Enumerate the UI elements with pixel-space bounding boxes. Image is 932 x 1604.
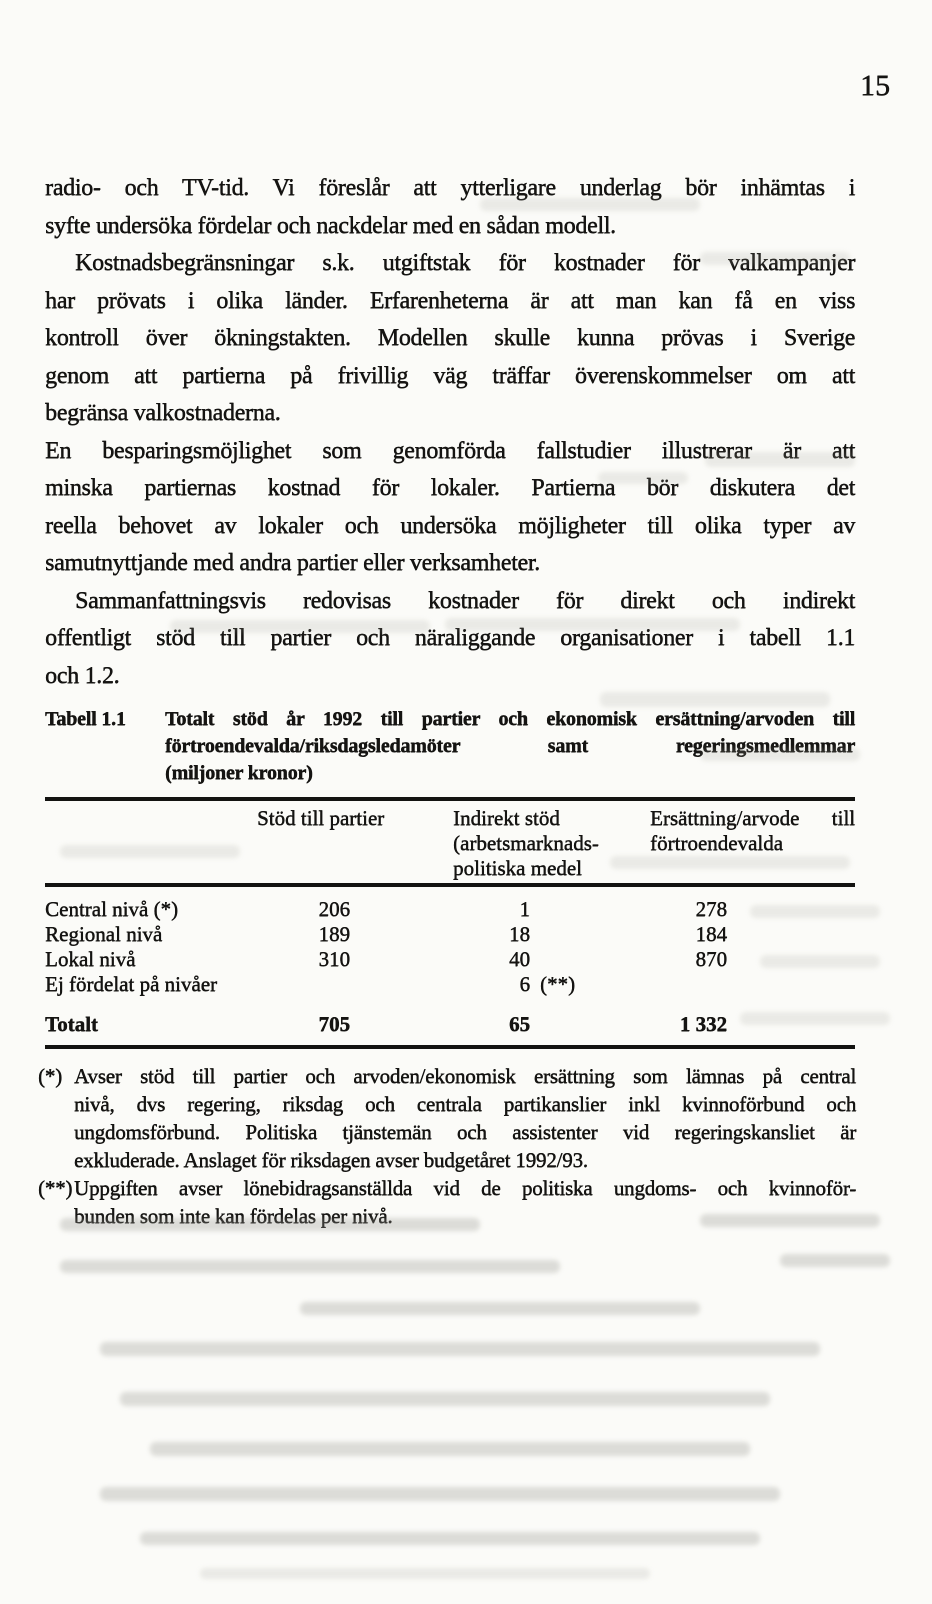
- body-line: begränsa valkostnaderna.: [45, 400, 281, 426]
- body-line: kontroll över ökningstakten. Modellen skulle kunna prövas i Sverige: [45, 325, 855, 351]
- table-body: [45, 887, 855, 1045]
- table-caption-line: förtroendevalda/riksdagsledamöter samt regeringsmedlemmar: [165, 735, 855, 757]
- table-header-ersattning: Ersättning/arvode till förtroendevalda: [650, 806, 855, 855]
- body-line: Sammanfattningsvis redovisas kostnader för direkt och indirekt: [75, 587, 855, 614]
- body-line: radio- och TV-tid. Vi föreslår att ytterligare underlag bör inhämtas i: [45, 175, 855, 201]
- table-header-indirekt: Indirekt stöd (arbetsmarknads- politiska medel: [453, 806, 599, 880]
- table-row: Ej fördelat på nivåer 6 (**): [45, 972, 575, 996]
- body-line: offentligt stöd till partier och näraliggande organisationer i tabell 1.1: [45, 625, 855, 651]
- body-line: har prövats i olika länder. Erfarenheterna är att man kan få en viss: [45, 287, 855, 314]
- table-header-empty: [45, 806, 255, 881]
- body-line: reella behovet av lokaler och undersöka möjligheter till olika typer av: [45, 512, 855, 539]
- table-spacer: [45, 997, 855, 1012]
- footnote-marker: (*): [38, 1064, 62, 1088]
- table-header: [45, 801, 855, 883]
- footnote-text: Uppgiften avser lönebidragsanställda vid de politiska ungdoms- och kvinnoför- bunden som inte kan fördelas per nivå.: [74, 1176, 856, 1228]
- body-line: och 1.2.: [45, 662, 120, 689]
- table-caption-line: (miljoner kronor): [165, 762, 313, 784]
- table-caption: [45, 706, 855, 787]
- body-text: [45, 170, 855, 695]
- page-number: 15: [860, 69, 890, 102]
- footnote-marker: (**): [38, 1176, 73, 1200]
- table-row: Regional nivå 189 18 184: [45, 922, 727, 946]
- table-total-row: Totalt 705 65 1 332: [45, 1012, 727, 1036]
- body-line: samutnyttjande med andra partier eller verksamheter.: [45, 550, 540, 576]
- body-line: genom att partierna på frivillig väg träffar överenskommelser om att: [45, 362, 855, 389]
- table-row: Lokal nivå 310 40 870: [45, 947, 727, 971]
- table-caption-line: Totalt stöd år 1992 till partier och ekonomisk ersättning/arvoden till: [165, 708, 855, 730]
- table-row: Central nivå (*) 206 1 278: [45, 897, 727, 921]
- footnote: [38, 1062, 856, 1174]
- table-header-stod: Stöd till partier: [257, 806, 385, 830]
- table-caption-label: Tabell 1.1: [45, 708, 126, 730]
- body-line: minska partiernas kostnad för lokaler. Partierna bör diskutera det: [45, 475, 855, 501]
- body-line: En besparingsmöjlighet som genomförda fallstudier illustrerar är att: [45, 437, 855, 464]
- footnotes: [38, 1062, 856, 1230]
- body-line: syfte undersöka fördelar och nackdelar med en sådan modell.: [45, 212, 616, 239]
- table-rule-bottom: [45, 1045, 855, 1049]
- totals-table: [45, 797, 855, 1049]
- table-caption-text: [165, 706, 855, 787]
- footnote-text: Avser stöd till partier och arvoden/ekonomisk ersättning som lämnas på central nivå, dvs regering, riksdag och centrala partikanslier inkl kvinnoförbund och ungdomsförbund. Politiska tjänstemän och assistenter vid regeringskansliet är exkluderade. Anslaget för riksdagen avser budgetåret 1992/93.: [74, 1064, 856, 1172]
- body-line: Kostnadsbegränsningar s.k. utgiftstak för kostnader för valkampanjer: [75, 250, 855, 276]
